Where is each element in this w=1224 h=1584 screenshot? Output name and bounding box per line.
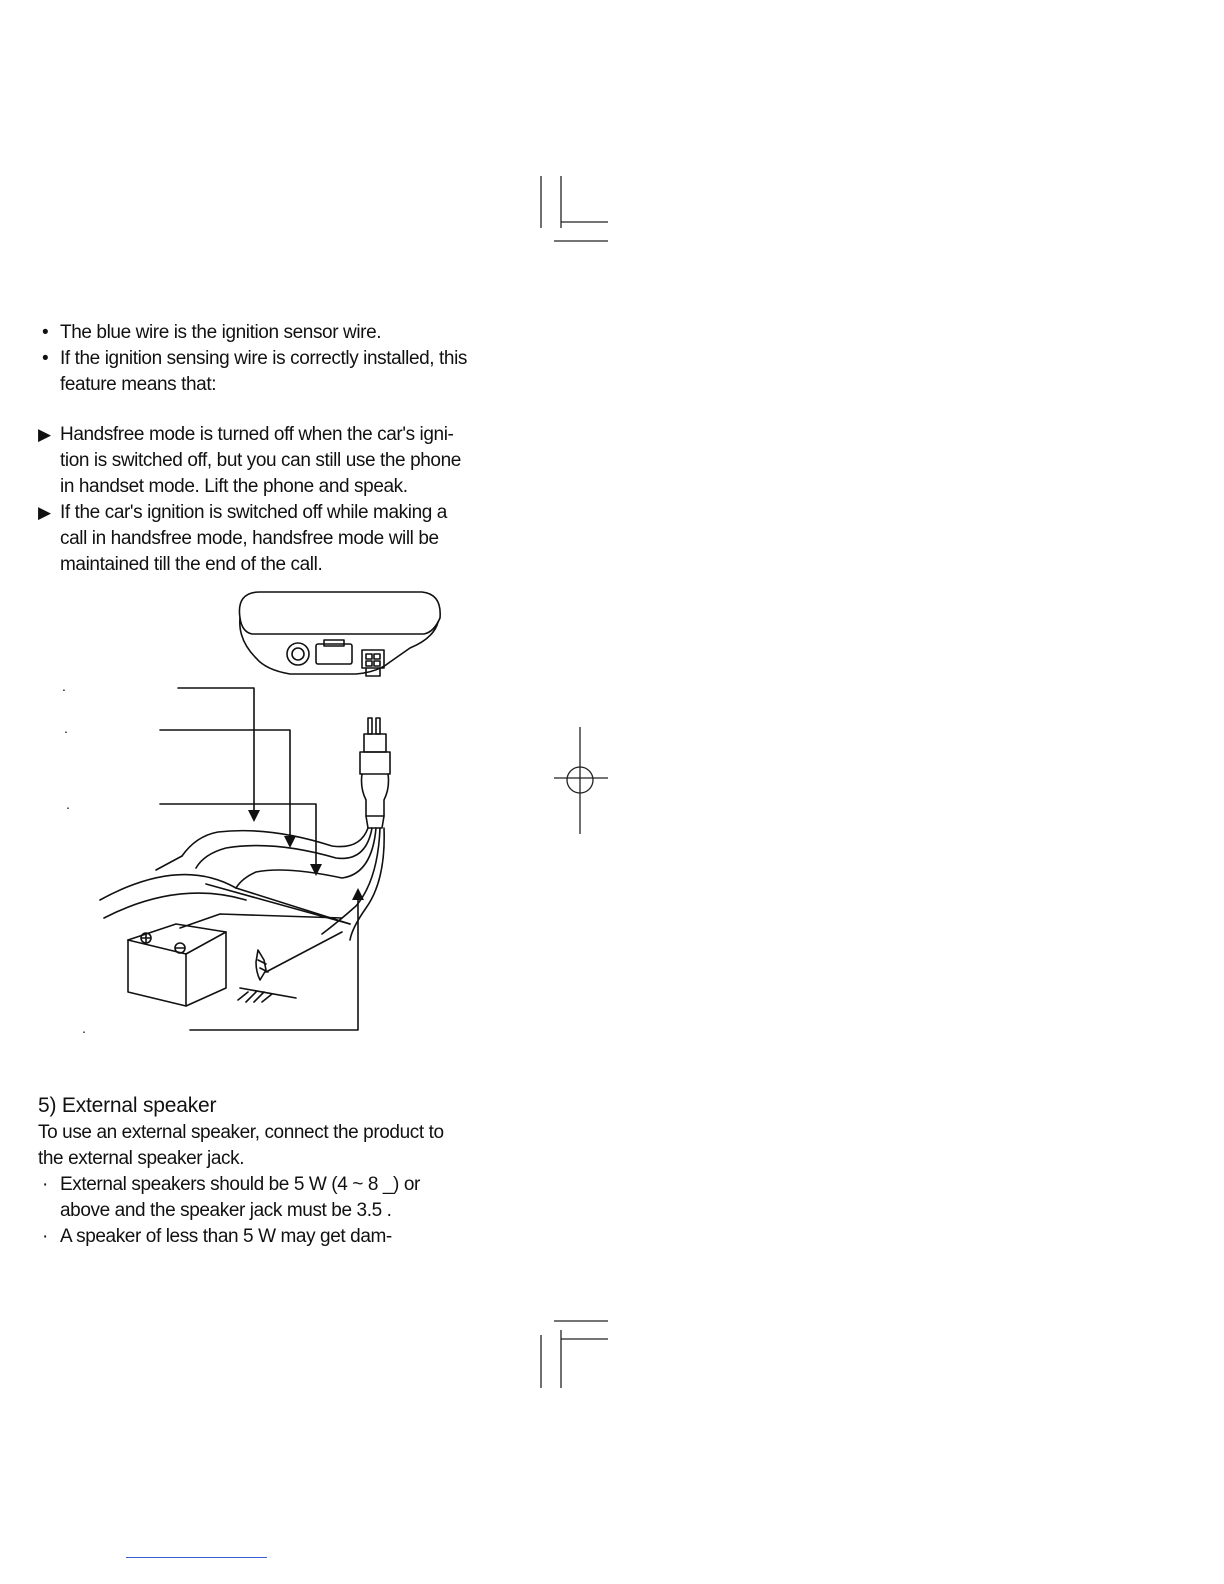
bullet-glyph: · [42, 1226, 48, 1247]
label-dot: . [62, 678, 66, 694]
speaker-note-power [38, 1172, 498, 1224]
battery-icon [128, 924, 226, 1006]
intro-line: To use an external speaker, connect the product to [38, 1122, 444, 1143]
arrow-heads [248, 810, 364, 900]
section-heading: 5) External speaker [38, 1094, 217, 1117]
power-connector-icon [360, 718, 390, 828]
note-line: feature means that: [60, 374, 217, 395]
note-line: If the ignition sensing wire is correctly installed, this [60, 348, 468, 369]
ignition-notes [38, 320, 498, 578]
feature-line: maintained till the end of the call. [60, 554, 323, 575]
footer-rule [126, 1557, 267, 1558]
handsfree-unit-icon [239, 592, 440, 676]
feature-line: call in handsfree mode, handsfree mode will be [60, 528, 439, 549]
bullet-glyph: · [42, 1174, 48, 1195]
note-line: A speaker of less than 5 W may get dam- [60, 1226, 392, 1247]
note-ignition-sensing [38, 346, 498, 398]
feature-handsfree-maintained [38, 500, 498, 578]
bullet-glyph: • [42, 322, 49, 343]
feature-line: in handset mode. Lift the phone and speak. [60, 476, 408, 497]
note-line: External speakers should be 5 W (4 ~ 8 _) or [60, 1174, 420, 1195]
label-dot: . [82, 1020, 86, 1036]
label-dot: . [66, 796, 70, 812]
wiring-diagram [60, 588, 460, 1048]
note-line: above and the speaker jack must be 3.5 . [60, 1200, 392, 1221]
intro-line: the external speaker jack. [38, 1148, 245, 1169]
note-blue-wire [38, 320, 498, 346]
feature-line: If the car's ignition is switched off while making a [60, 502, 447, 523]
label-dot: . [64, 720, 68, 736]
feature-line: tion is switched off, but you can still use the phone [60, 450, 461, 471]
feature-line: Handsfree mode is turned off when the car's igni- [60, 424, 454, 445]
triangle-marker-icon: ▶ [38, 503, 51, 522]
triangle-marker-icon: ▶ [38, 425, 51, 444]
bullet-glyph: • [42, 348, 49, 369]
external-speaker-section [38, 1092, 498, 1250]
speaker-note-damage [38, 1224, 498, 1250]
wiring-illustration [60, 588, 460, 1048]
ground-screw-icon [238, 932, 342, 1002]
feature-handsfree-off [38, 422, 498, 500]
note-line: The blue wire is the ignition sensor wire. [60, 322, 382, 343]
